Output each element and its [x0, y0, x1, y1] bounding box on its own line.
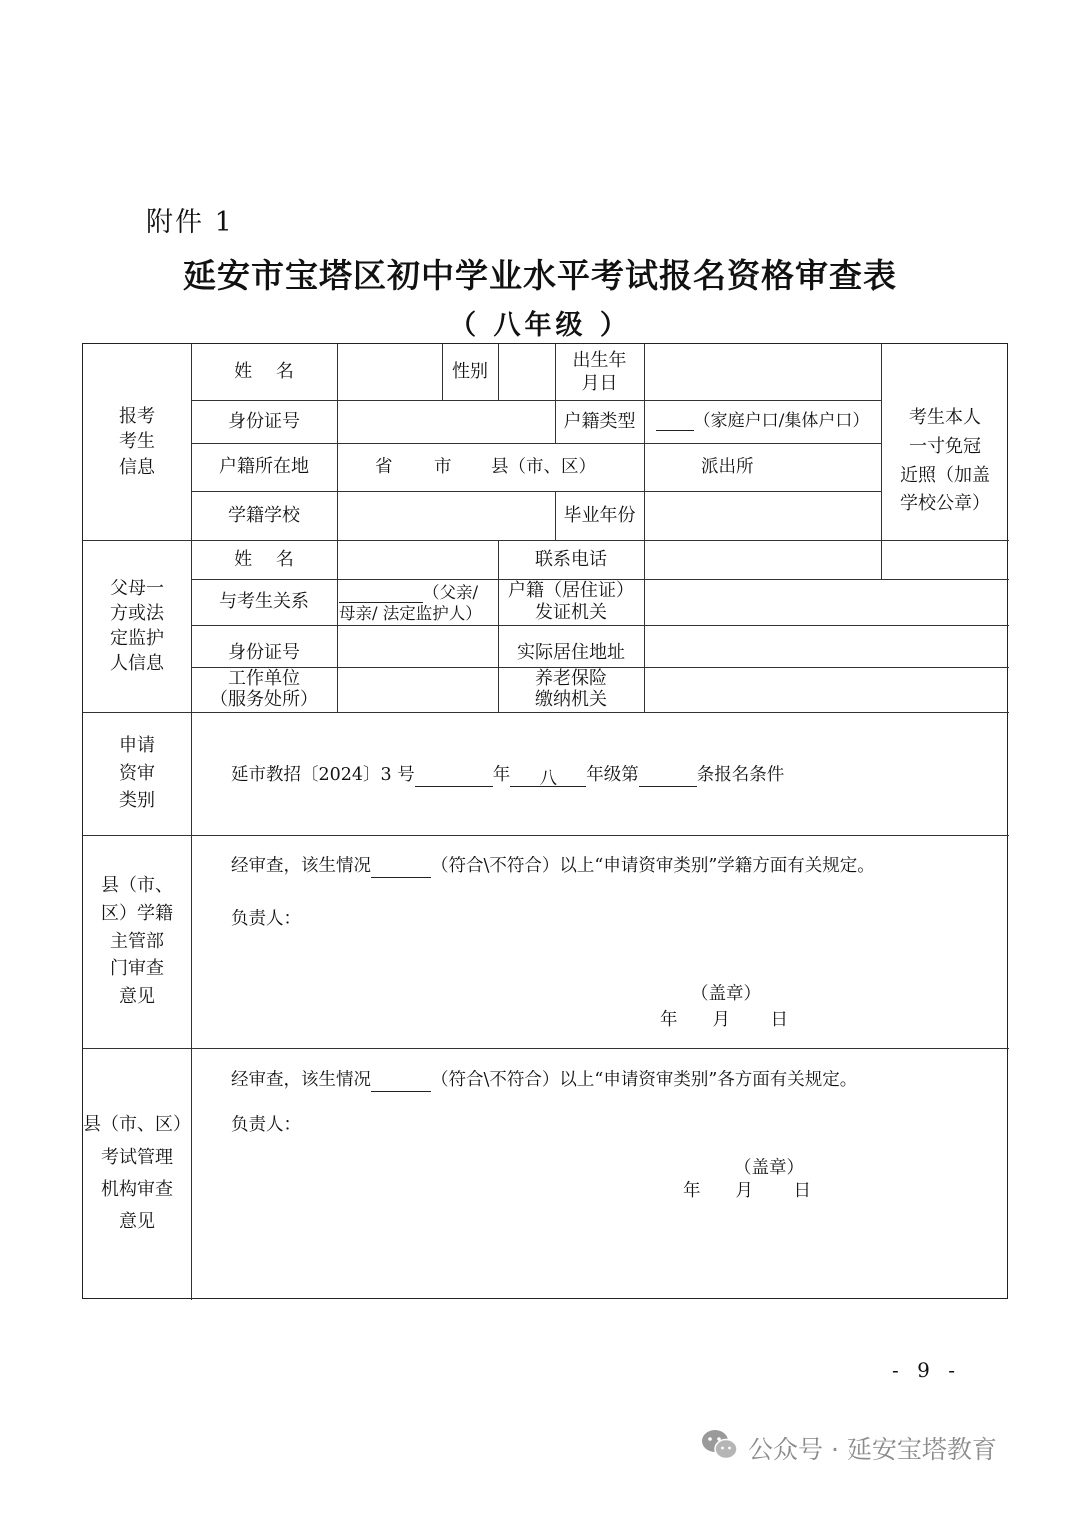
category-clause-blank: [639, 768, 697, 787]
watermark-text: 公众号 · 延安宝塔教育: [748, 1435, 997, 1464]
student-name-field[interactable]: [337, 344, 442, 400]
xueji-review-blank[interactable]: [371, 859, 431, 878]
hukou-place-label: 户籍所在地: [219, 456, 309, 478]
exam-review-blank[interactable]: [371, 1073, 431, 1092]
pension-org-label: 养老保险 缴纳机关: [535, 667, 607, 710]
graduation-year-field[interactable]: [644, 491, 881, 540]
photo-placeholder: 考生本人 一寸免冠 近照（加盖 学校公章）: [900, 406, 990, 515]
wechat-icon: [700, 1428, 740, 1468]
province-label: 省: [375, 457, 393, 477]
exam-review-owner-label: 负责人：: [231, 1115, 301, 1135]
parent-id-label: 身份证号: [228, 642, 300, 664]
phone-label: 联系电话: [535, 548, 607, 570]
exam-review-text-1: 经审查，该生情况: [231, 1070, 371, 1090]
parent-name-field[interactable]: [337, 540, 498, 579]
work-unit-label: 工作单位 （服务处所）: [210, 667, 318, 710]
work-unit-field[interactable]: [337, 667, 498, 712]
category-grade-unit: 年级第: [586, 765, 639, 785]
exam-review-seal: （盖章）: [734, 1158, 804, 1178]
relation-label: 与考生关系: [219, 591, 309, 613]
student-name-label: 姓 名: [234, 361, 294, 383]
graduation-year-label: 毕业年份: [563, 504, 636, 526]
address-field[interactable]: [644, 625, 1009, 667]
xueji-review-date: 年 月 日: [660, 1010, 789, 1030]
parent-name-label: 姓 名: [234, 548, 294, 570]
parent-info-section-label: 父母一 方或法 定监护 人信息: [110, 577, 164, 675]
relation-option-1: （父亲/: [423, 583, 479, 602]
gender-field[interactable]: [498, 344, 555, 400]
category-field[interactable]: [231, 764, 784, 787]
xueji-review-statement: [231, 855, 875, 878]
exam-review-statement: [231, 1069, 857, 1092]
address-label: 实际居住地址: [517, 642, 625, 664]
gender-label: 性别: [452, 361, 488, 383]
category-year-blank: [415, 768, 493, 787]
xueji-review-section-label: 县（市、 区）学籍 主管部 门审查 意见: [101, 874, 173, 1008]
application-form: [82, 343, 1008, 1299]
xueji-review-text-2: （符合\不符合）以上“申请资审类别”学籍方面有关规定。: [431, 856, 875, 876]
hukou-issuer-label: 户籍（居住证） 发证机关: [508, 580, 634, 623]
pension-org-field[interactable]: [644, 667, 1009, 712]
xueji-review-seal: （盖章）: [691, 984, 761, 1004]
relation-blank: [339, 584, 423, 603]
police-station-label: 派出所: [701, 457, 754, 477]
county-label: 县（市、区）: [491, 457, 596, 477]
relation-field[interactable]: [339, 582, 478, 603]
school-label: 学籍学校: [228, 504, 300, 526]
xueji-review-owner-label: 负责人：: [231, 909, 301, 929]
city-label: 市: [434, 457, 452, 477]
birth-date-label: 出生年 月日: [572, 349, 627, 394]
student-id-field[interactable]: [337, 400, 555, 443]
category-year-unit: 年: [492, 765, 511, 785]
xueji-review-text-1: 经审查，该生情况: [231, 856, 371, 876]
hukou-type-options: （家庭户口/集体户口）: [693, 410, 870, 431]
hukou-issuer-field[interactable]: [644, 579, 1009, 625]
student-info-section-label: 报考 考生 信息: [119, 406, 155, 478]
school-field[interactable]: [337, 491, 555, 540]
grade-subtitle: （ 八年级 ）: [449, 310, 631, 341]
birth-date-field[interactable]: [644, 344, 881, 400]
hukou-type-label: 户籍类型: [563, 410, 636, 432]
attachment-label: 附件 1: [146, 207, 234, 238]
page-title: 延安市宝塔区初中学业水平考试报名资格审查表: [183, 256, 897, 295]
category-section-label: 申请 资审 类别: [119, 734, 155, 812]
relation-option-2: 母亲/ 法定监护人）: [339, 604, 482, 623]
category-grade-value: 八: [510, 768, 586, 787]
student-id-label: 身份证号: [228, 410, 300, 432]
exam-review-text-2: （符合\不符合）以上“申请资审类别”各方面有关规定。: [431, 1070, 858, 1090]
category-doc-ref: 延市教招〔2024〕3 号: [231, 765, 415, 785]
page-number: - 9 -: [892, 1358, 961, 1382]
hukou-type-field[interactable]: [644, 400, 881, 443]
category-clause-unit: 条报名条件: [696, 765, 785, 785]
watermark: [700, 1428, 997, 1468]
hukou-type-blank: [656, 412, 694, 431]
phone-field[interactable]: [644, 540, 881, 579]
parent-id-field[interactable]: [337, 625, 498, 667]
exam-review-date: 年 月 日: [683, 1181, 812, 1201]
exam-review-section-label: 县（市、区） 考试管理 机构审查 意见: [83, 1114, 191, 1233]
